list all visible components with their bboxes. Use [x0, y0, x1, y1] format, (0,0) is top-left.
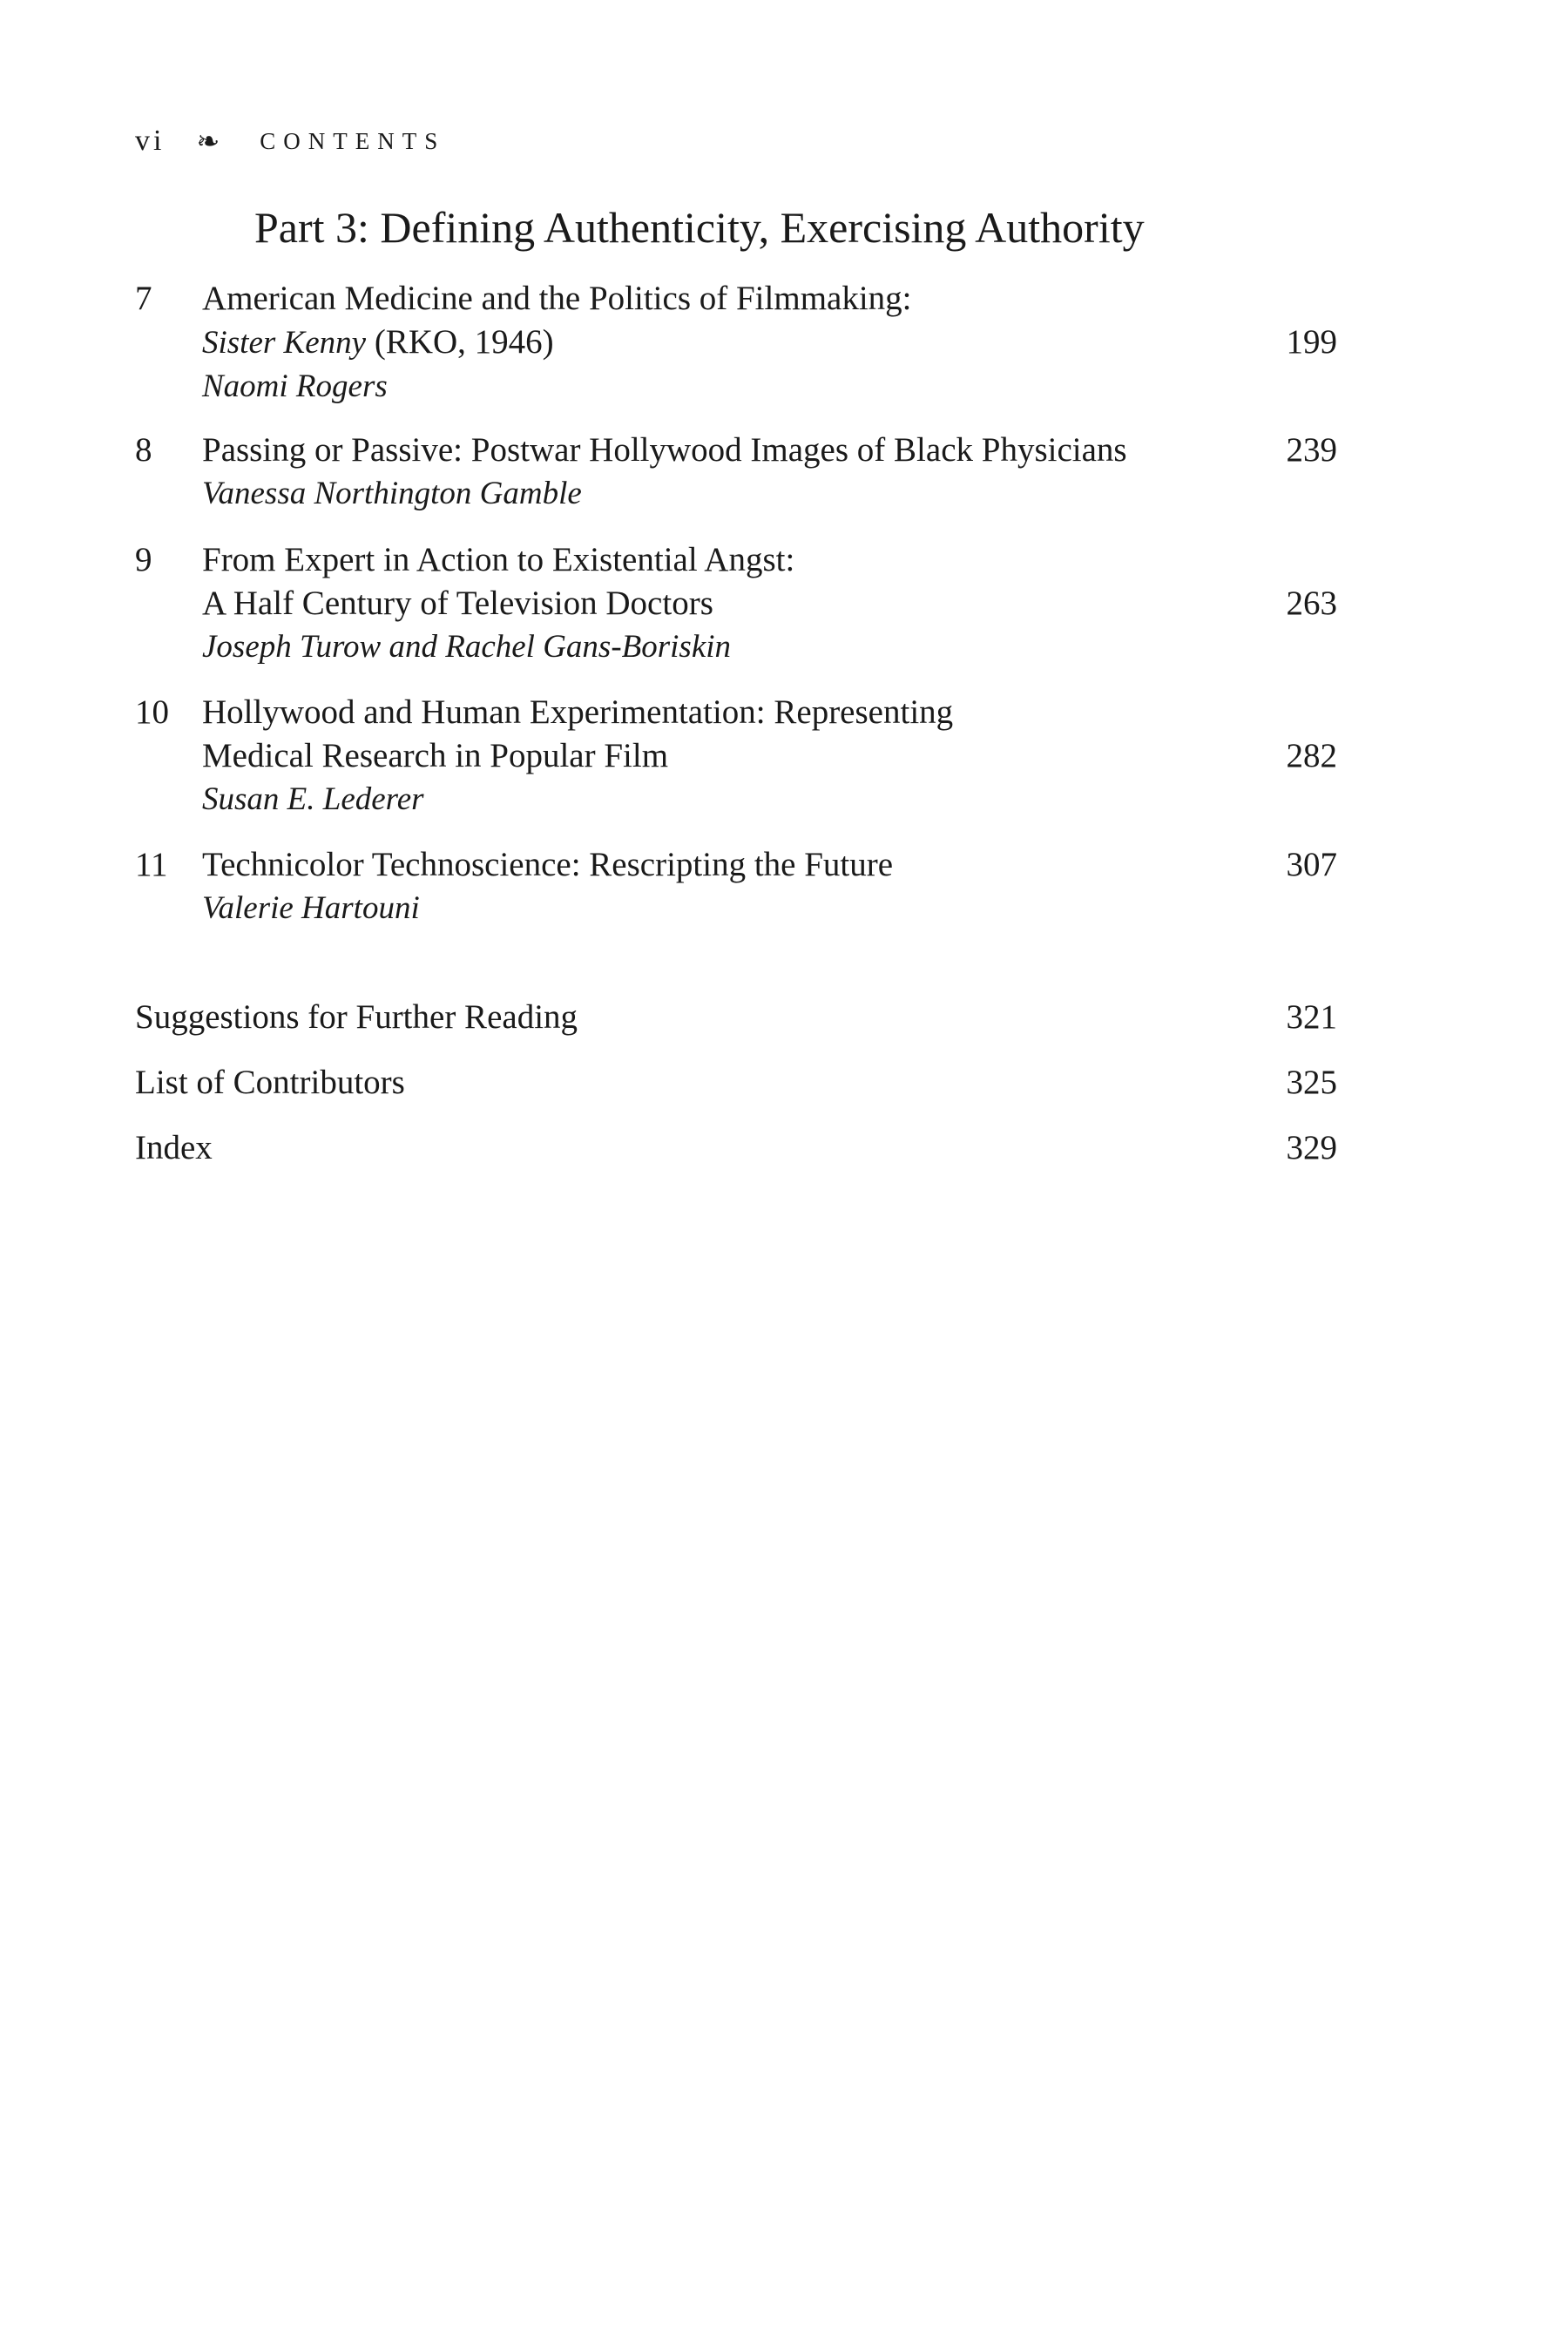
toc-entry-chapter-10[interactable] — [135, 691, 1337, 821]
chapter-number: 10 — [135, 693, 169, 731]
chapter-page-number: 199 — [1286, 323, 1337, 361]
toc-entry-chapter-11[interactable] — [135, 843, 1337, 930]
chapter-title-line: Passing or Passive: Postwar Hollywood Images of Black Physicians — [202, 431, 1127, 469]
chapter-author: Susan E. Lederer — [202, 781, 424, 817]
chapter-author: Naomi Rogers — [202, 368, 388, 404]
chapter-subtitle-line — [202, 321, 1247, 365]
chapter-body — [202, 429, 1247, 516]
backmatter-label: List of Contributors — [135, 1064, 405, 1101]
chapter-body — [202, 538, 1247, 669]
chapter-number: 11 — [135, 846, 168, 883]
chapter-author: Joseph Turow and Rachel Gans-Boriskin — [202, 629, 732, 665]
chapter-body — [202, 277, 1247, 409]
chapter-title-line: Technicolor Technoscience: Rescripting the Future — [202, 846, 894, 883]
chapter-page-number: 263 — [1286, 585, 1337, 622]
toc-entry-chapter-7[interactable] — [135, 277, 1337, 408]
chapter-number: 7 — [135, 280, 152, 317]
backmatter-page-number: 321 — [1286, 998, 1337, 1036]
film-details: (RKO, 1946) — [366, 323, 554, 361]
chapter-author: Vanessa Northington Gamble — [202, 476, 582, 511]
chapter-body — [202, 691, 1247, 821]
backmatter-page-number: 325 — [1286, 1064, 1337, 1101]
film-title: Sister Kenny — [202, 325, 367, 361]
section-label: CONTENTS — [260, 127, 446, 154]
toc-entry-chapter-8[interactable] — [135, 429, 1337, 516]
toc-entry-index[interactable] — [135, 1126, 1337, 1170]
fleuron-ornament-icon: ❧ — [196, 125, 220, 158]
chapter-title-line: A Half Century of Television Doctors — [202, 585, 713, 622]
chapter-title-line: American Medicine and the Politics of Filmmaking: — [202, 280, 912, 317]
backmatter-label: Suggestions for Further Reading — [135, 998, 578, 1036]
backmatter-page-number: 329 — [1286, 1129, 1337, 1166]
page-folio: vi — [135, 125, 166, 157]
chapter-page-number: 239 — [1286, 431, 1337, 469]
part-title: Part 3: Defining Authenticity, Exercising Authority — [254, 203, 1145, 252]
chapter-title-line: Medical Research in Popular Film — [202, 737, 669, 774]
toc-entry-contributors[interactable] — [135, 1061, 1337, 1105]
chapter-page-number: 282 — [1286, 737, 1337, 774]
chapter-body — [202, 843, 1247, 930]
chapter-page-number: 307 — [1286, 846, 1337, 883]
chapter-title-line: Hollywood and Human Experimentation: Representing — [202, 693, 954, 731]
chapter-number: 8 — [135, 431, 152, 469]
chapter-author: Valerie Hartouni — [202, 890, 420, 926]
toc-entry-further-reading[interactable] — [135, 996, 1337, 1039]
backmatter-label: Index — [135, 1129, 213, 1166]
toc-entry-chapter-9[interactable] — [135, 538, 1337, 669]
chapter-number: 9 — [135, 541, 152, 578]
chapter-title-line: From Expert in Action to Existential Angst: — [202, 541, 795, 578]
running-head — [135, 122, 445, 160]
